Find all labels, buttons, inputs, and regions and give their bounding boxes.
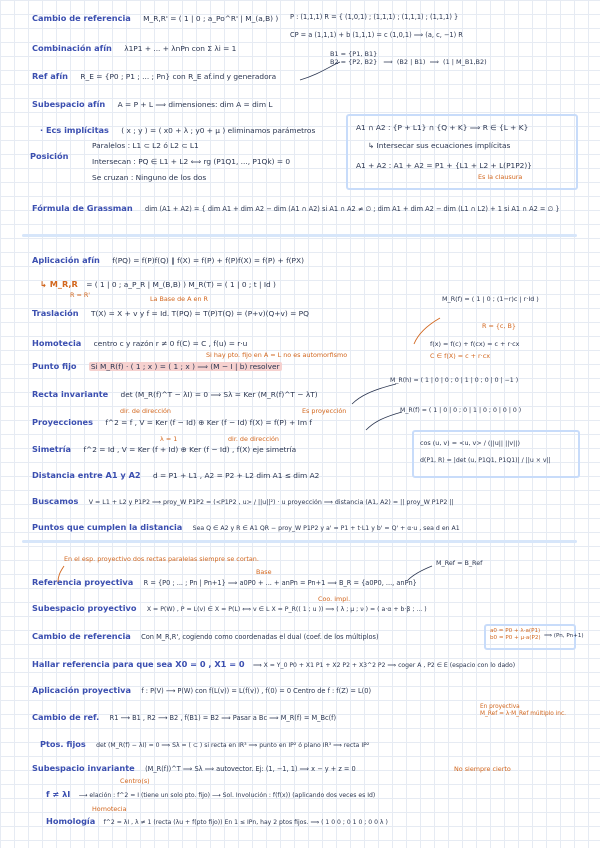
formula-text: f^2 = Id , V = Ker (f + Id) ⊕ Ker (f − Id) , f(X) eje simetría — [83, 445, 297, 454]
orange-note: dir. de dirección — [120, 407, 171, 415]
formula-label: Puntos que cumplen la distancia — [32, 522, 183, 532]
formula-text: ( x ; y ) = ( x0 + λ ; y0 + μ ) eliminamos parámetros — [121, 126, 316, 135]
formula-text: R_E = {P0 ; P1 ; ... ; Pn} con R_E af.ind y generadora — [80, 72, 277, 81]
formula-text: f^2 = f , V = Ker (f − Id) ⊕ Ker (f − Id) f(X) = f(P) + Im f — [105, 418, 312, 427]
formula-label: Subespacio invariante — [32, 763, 135, 773]
formula-text: R = {P0 ; ... ; Pn | Pn+1} ⟹ a0P0 + ... + anPn = Pn+1 ⟹ B_R = {a0P0, ..., anPn} — [143, 579, 417, 587]
arrow-icon — [366, 412, 402, 430]
formula-text: Con M_R,R', cogiendo como coordenadas el dual (coef. de los múltiplos) — [141, 633, 379, 641]
formula-label: Cambio de referencia — [32, 13, 131, 23]
side-note: C ∈ f(X) = c + r·cx — [430, 352, 491, 360]
arrow-icon — [352, 384, 396, 404]
formula-label: f ≠ λI — [46, 789, 71, 799]
orange-note: Coo. impl. — [318, 595, 351, 603]
formula-label: Punto fijo — [32, 361, 77, 371]
formula-text: X = P(W) , P = L(v) ∈ X = P(L) ⟺ v ∈ L X = P_R(( 1 ; u )) ⟹ ( λ ; μ ; ν ) = ( a·α + b·β ; ... ) — [146, 606, 427, 613]
formula-text: dim (A1 + A2) = { dim A1 + dim A2 − dim (A1 ∩ A2) si A1 ∩ A2 ≠ ∅ ; dim A1 + dim A2 − dim (L1 ∩ L2) + 1 si A1 ∩ A2 = ∅ } — [145, 205, 560, 213]
arrow-icon — [408, 566, 432, 580]
box-line: a0 = P0 + λ·a(P1) b0 = P0 + μ·a(P2) — [490, 628, 541, 641]
box-line: A1 ∩ A2 : {P + L1} ∩ {Q + K} ⟹ R ∈ {L + K} — [356, 123, 529, 132]
arrow-icon — [58, 566, 64, 582]
posicion-item: Se cruzan : Ninguno de los dos — [92, 173, 207, 182]
formula-text: f(PQ) = f(P)f(Q) ‖ f(X) = f(P) + f(P)f(X) = f(P) + f(PX) — [112, 256, 304, 265]
formula-text: ⟹ X = Y_0 P0 + X1 P1 + X2 P2 + X3^2 P2 ⟹ coger A , P2 ∈ E (espacio con lo dado) — [252, 662, 516, 669]
formula-label: Distancia entre A1 y A2 — [32, 470, 141, 480]
orange-note: Es proyección — [302, 407, 347, 415]
orange-note: R = R' — [70, 291, 91, 299]
right-note: B1 = {P1, B1} B2 = {P2, B2} ⟹ (B2 | B1) ⟹ (1 | M_B1,B2) — [330, 50, 487, 67]
right-note: P : (1,1,1) R = { (1,0,1) ; (1,1,1) ; (1,1,1) ; (1,1,1) } — [290, 13, 459, 21]
right-note: CP = a (1,1,1) + b (1,1,1) = c (1,0,1) ⟹ (a, c, −1) R — [290, 31, 463, 39]
formula-label: Ptos. fijos — [40, 739, 86, 749]
formula-text: d = P1 + L1 , A2 = P2 + L2 dim A1 ≤ dim A2 — [152, 471, 320, 480]
formula-text: f : P(V) ⟶ P(W) con f(L(v)) = L(f(v)) , f(0) = 0 Centro de f : f(Z) = L(0) — [141, 687, 372, 695]
formula-label: Cambio de ref. — [32, 712, 100, 722]
box-line: ↳ Intersecar sus ecuaciones implícitas — [368, 141, 511, 150]
box-line: ⟹ (Pn, Pn+1) — [544, 633, 584, 639]
formula-label: Traslación — [32, 308, 79, 318]
orange-note: Homotecia — [92, 805, 127, 813]
orange-note: Si hay pto. fijo en A = L no es automorfismo — [206, 351, 348, 359]
orange-note: Base — [256, 568, 272, 576]
formula-text: centro c y razón r ≠ 0 f(C) = C , f(u) = r·u — [93, 339, 248, 348]
formula-text: V = L1 + L2 y P1P2 ⟹ proy_W P1P2 = (<P1P2 , u> / ||u||²) · u proyección ⟹ distancia (A1, A2) = || proy_W P1P2 || — [88, 499, 454, 506]
posicion-label: Posición — [30, 151, 69, 161]
formula-text: λ1P1 + ... + λnPn con Σ λi = 1 — [124, 44, 237, 53]
side-note: M_R(f) = ( 1 | 0 | 0 ; 0 | 1 | 0 ; 0 | 0 | 0 ) — [400, 407, 522, 414]
formula-text: det (M_R(f) − λI) = 0 ⟹ Sλ = ( ⊂ ) si recta en IR³ ⟹ punto en IP² ó plano IR³ ⟹ recta IP² — [96, 742, 370, 749]
formula-label: Ref afín — [32, 71, 68, 81]
formula-label: Combinación afín — [32, 43, 112, 53]
side-note: M_Ref = B_Ref — [436, 559, 483, 567]
formula-text: M_R,R' = ( 1 | 0 ; a_Po^R' | M_(a,B) ) — [143, 14, 279, 23]
formula-label: Buscamos — [32, 496, 79, 506]
formula-label: Proyecciones — [32, 417, 93, 427]
formula-label: Cambio de referencia — [32, 631, 131, 641]
orange-note: No siempre cierto — [454, 765, 511, 773]
orange-note: En el esp. proyectivo dos rectas paralelas siempre se cortan. — [64, 555, 259, 563]
side-note: f(x) = f(c) + f(cx) = c + r·cx — [430, 340, 520, 348]
posicion-item: Intersecan : PQ ∈ L1 + L2 ⟺ rg (P1Q1, ..., P1Qk) = 0 — [92, 157, 291, 166]
side-note: M_R(h) = ( 1 | 0 | 0 ; 0 | 1 | 0 ; 0 | 0 | −1 ) — [390, 377, 519, 384]
formula-text: R1 ⟶ B1 , R2 ⟶ B2 , f(B1) = B2 ⟹ Pasar a Bc ⟹ M_R(f) = M_Bc(f) — [109, 714, 337, 722]
orange-note: dir. de dirección — [228, 435, 279, 443]
formula-label: Aplicación proyectiva — [32, 685, 132, 695]
orange-note: La Base de A en R — [150, 295, 208, 303]
box-note: Es la clausura — [478, 173, 523, 181]
arrow-icon — [300, 62, 340, 80]
side-note: M_R(f) = ( 1 | 0 ; (1−r)c | r·Id ) — [442, 295, 539, 303]
orange-note: En proyectiva M_Ref = λ·M_Ref múltiplo inc. — [480, 704, 567, 718]
side-note: R = {c, B} — [482, 322, 516, 330]
box-line: d(P1, R) = |det (u, P1Q1, P1Q1)| / ||u × v|| — [420, 457, 551, 464]
formula-label: Subespacio proyectivo — [32, 603, 137, 613]
formula-text: (M_R(f))^T ⟹ Sλ ⟹ autovector. Ej: (1, −1, 1) ⟹ x − y + z = 0 — [145, 765, 356, 773]
box-line: cos (u, v) = <u, v> / (||u|| ||v||) — [420, 439, 520, 447]
formula-label: Fórmula de Grassman — [32, 203, 133, 213]
formula-label: ↳ M_R,R — [40, 279, 78, 289]
formula-text: det (M_R(f)^T − λI) = 0 ⟹ Sλ = Ker (M_R(f)^T − λT) — [120, 390, 318, 399]
formula-label: Aplicación afín — [32, 255, 100, 265]
formula-label: Simetría — [32, 444, 72, 454]
formula-text: T(X) = X + v y f = Id. T(PQ) = T(P)T(Q) = (P+v)(Q+v) = PQ — [90, 309, 309, 318]
posicion-item: Paralelos : L1 ⊂ L2 ó L2 ⊂ L1 — [92, 141, 199, 150]
formula-text: Si M_R(f) · ( 1 ; x ) = ( 1 ; x ) ⟹ (M − I | b) resolver — [90, 362, 280, 371]
orange-note: λ = 1 — [160, 435, 178, 443]
formula-label: Hallar referencia para que sea X0 = 0 , X1 = 0 — [32, 659, 245, 669]
formula-label: Recta invariante — [32, 389, 109, 399]
arrow-icon — [414, 318, 440, 344]
formula-label: Referencia proyectiva — [32, 577, 134, 587]
formula-label: Homología — [46, 816, 96, 826]
formula-text: A = P + L ⟹ dimensiones: dim A = dim L — [117, 100, 273, 109]
formula-label: Homotecia — [32, 338, 82, 348]
formula-label: · Ecs implícitas — [40, 125, 109, 135]
formula-text: = ( 1 | 0 ; a_P_R | M_(B,B) ) M_R(T) = ( 1 | 0 ; t | Id ) — [86, 280, 276, 289]
box-line: A1 + A2 : A1 + A2 = P1 + {L1 + L2 + L(P1P2)} — [356, 161, 532, 170]
orange-note: Centro(s) — [120, 777, 150, 785]
formula-text: ⟶ elación : f^2 = I (tiene un solo pto. fijo) ⟶ Sol. Involución : f(f(x)) (aplicando dos veces es Id) — [78, 792, 376, 799]
formula-label: Subespacio afín — [32, 99, 106, 109]
formula-text: Sea Q ∈ A2 y R ∈ A1 QR − proy_W P1P2 y a' = P1 + t·L1 y b' = Q' + α·u , sea d en A1 — [192, 525, 460, 532]
formula-text: f^2 = λI , λ ≠ 1 (recta (λu + f(pto fijo)) En 1 ≤ IPn, hay 2 ptos fijos. ⟹ ( 1 0 0 ; 0 1 0 ; 0 0 λ ) — [103, 819, 388, 826]
